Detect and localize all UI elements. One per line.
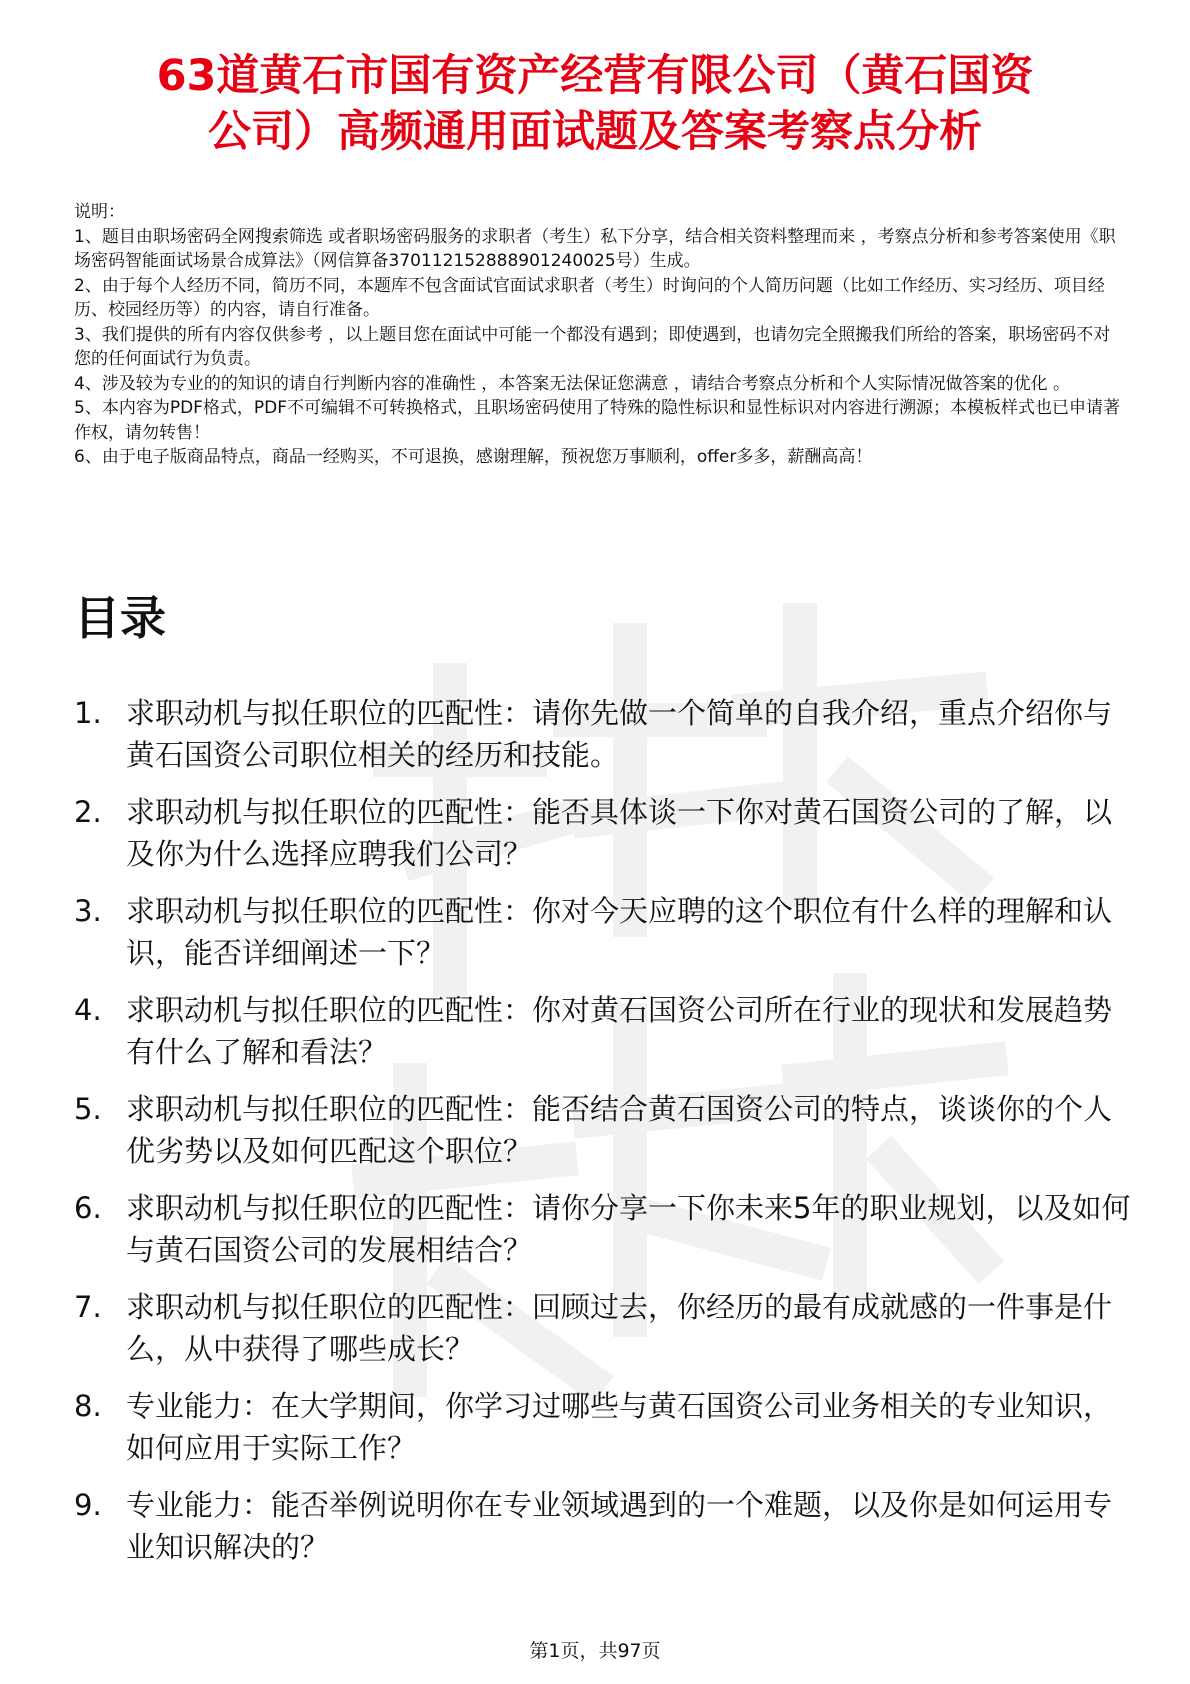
toc-item-text: 求职动机与拟任职位的匹配性：你对黄石国资公司所在行业的现状和发展趋势有什么了解和看法？ — [126, 993, 1113, 1069]
page-footer: 第1页，共97页 — [529, 1640, 661, 1662]
note-item: 6、由于电子版商品特点，商品一经购买，不可退换，感谢理解，预祝您万事顺利，offer多多，薪酬高高！ — [74, 447, 873, 467]
toc-item-text: 求职动机与拟任职位的匹配性：请你先做一个简单的自我介绍，重点介绍你与黄石国资公司职位相关的经历和技能。 — [126, 696, 1113, 772]
toc-item-text: 专业能力：能否举例说明你在专业领域遇到的一个难题，以及你是如何运用专业知识解决的？ — [126, 1488, 1113, 1564]
toc-item[interactable] — [74, 1286, 1134, 1370]
note-item: 1、题目由职场密码全网搜索筛选 或者职场密码服务的求职者（考生）私下分享，结合相关资料整理而来 ，考察点分析和参考答案使用《职场密码智能面试场景合成算法》（网信算备370112152888901240025号）生成。 — [74, 226, 1116, 271]
toc-item-number: 8. — [74, 1389, 102, 1423]
toc-list — [74, 692, 1134, 1583]
toc-item[interactable] — [74, 1088, 1134, 1172]
toc-item[interactable] — [74, 1385, 1134, 1469]
toc-item[interactable] — [74, 890, 1134, 974]
toc-item-text: 求职动机与拟任职位的匹配性：能否具体谈一下你对黄石国资公司的了解，以及你为什么选择应聘我们公司？ — [126, 795, 1113, 871]
note-item: 3、我们提供的所有内容仅供参考 ，以上题目您在面试中可能一个都没有遇到；即使遇到，也请勿完全照搬我们所给的答案，职场密码不对您的任何面试行为负责。 — [74, 324, 1111, 369]
note-item: 2、由于每个人经历不同，简历不同，本题库不包含面试官面试求职者（考生）时询问的个人简历问题（比如工作经历、实习经历、项目经历、校园经历等）的内容，请自行准备。 — [74, 275, 1105, 320]
toc-item-number: 6. — [74, 1191, 102, 1225]
notes-heading: 说明： — [74, 202, 125, 222]
toc-item-text: 求职动机与拟任职位的匹配性：回顾过去，你经历的最有成就感的一件事是什么，从中获得了哪些成长？ — [126, 1290, 1113, 1366]
toc-item-number: 3. — [74, 894, 102, 928]
toc-item[interactable] — [74, 1187, 1134, 1271]
title-line-1: 63道黄石市国有资产经营有限公司（黄石国资 — [156, 51, 1034, 101]
note-item: 5、本内容为PDF格式，PDF不可编辑不可转换格式，且职场密码使用了特殊的隐性标识和显性标识对内容进行溯源；本模板样式也已申请著作权，请勿转售！ — [74, 398, 1121, 443]
title-line-2: 公司）高频通用面试题及答案考察点分析 — [208, 107, 982, 157]
toc-item-number: 2. — [74, 795, 102, 829]
toc-item-number: 1. — [74, 696, 102, 730]
toc-item-number: 4. — [74, 993, 102, 1027]
toc-heading: 目录 — [74, 591, 166, 645]
toc-item[interactable] — [74, 791, 1134, 875]
document-title — [60, 48, 1130, 160]
notes-section — [74, 200, 1124, 470]
toc-item-number: 9. — [74, 1488, 102, 1522]
toc-item[interactable] — [74, 692, 1134, 776]
toc-item-text: 求职动机与拟任职位的匹配性：能否结合黄石国资公司的特点，谈谈你的个人优劣势以及如何匹配这个职位？ — [126, 1092, 1113, 1168]
toc-item-text: 求职动机与拟任职位的匹配性：你对今天应聘的这个职位有什么样的理解和认识，能否详细阐述一下？ — [126, 894, 1113, 970]
toc-item[interactable] — [74, 1484, 1134, 1568]
toc-item[interactable] — [74, 989, 1134, 1073]
toc-item-text: 专业能力：在大学期间，你学习过哪些与黄石国资公司业务相关的专业知识，如何应用于实际工作？ — [126, 1389, 1113, 1465]
toc-item-number: 7. — [74, 1290, 102, 1324]
toc-item-number: 5. — [74, 1092, 102, 1126]
toc-item-text: 求职动机与拟任职位的匹配性：请你分享一下你未来5年的职业规划，以及如何与黄石国资公司的发展相结合？ — [126, 1191, 1131, 1267]
note-item: 4、涉及较为专业的的知识的请自行判断内容的准确性 ，本答案无法保证您满意 ，请结合考察点分析和个人实际情况做答案的优化 。 — [74, 373, 1071, 394]
